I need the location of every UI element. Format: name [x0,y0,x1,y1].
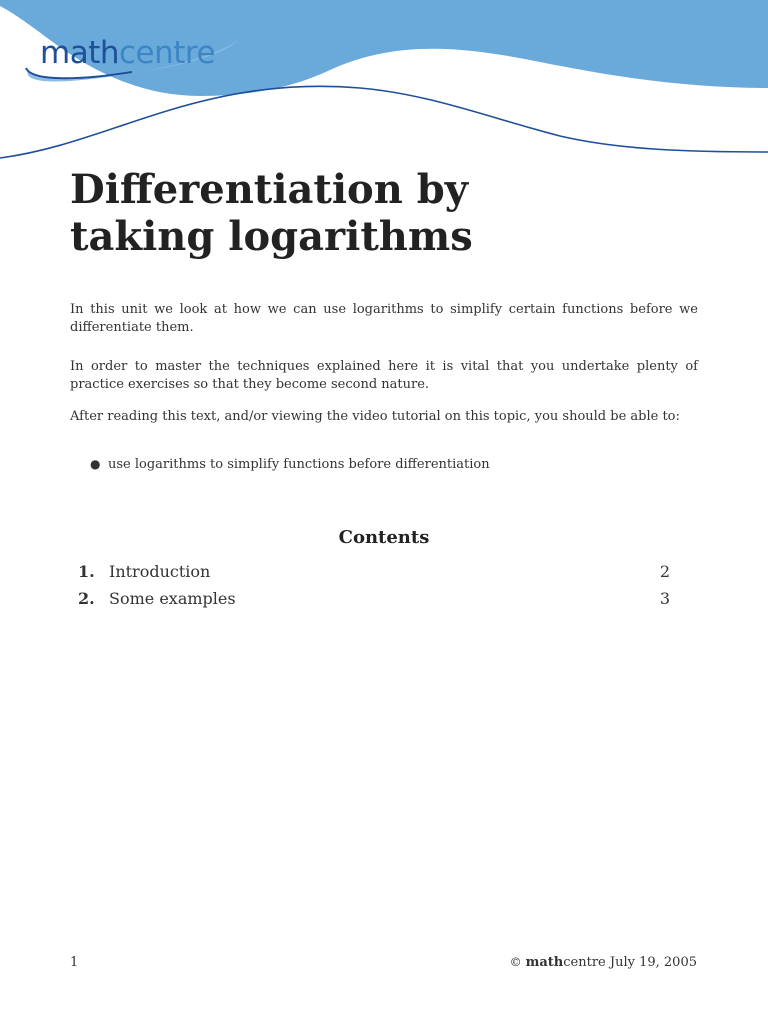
footer-date: July 19, 2005 [609,955,697,970]
mathcentre-logo [22,30,252,90]
footer-brand-centre: centre [563,955,606,970]
logo-centre-text: centre [119,35,216,71]
bullet-icon: ● [90,457,101,471]
contents-heading: Contents [338,527,430,548]
toc-item-page: 2 [659,562,670,581]
toc-item-number: 1. [78,562,95,581]
copyright-icon: © [509,955,522,969]
toc-item-label: Some examples [109,589,236,608]
logo-wordmark [40,35,216,71]
learning-outcomes-list [90,455,490,474]
title-line-2: taking logarithms [70,213,473,260]
toc-item-label: Introduction [109,562,211,581]
footer-copyright [510,955,697,970]
logo-math-text: math [40,35,119,71]
intro-paragraph-3: After reading this text, and/or viewing the video tutorial on this topic, you should be able to: [70,409,680,424]
list-item-text: use logarithms to simplify functions before differentiation [108,457,490,472]
page-title [70,166,710,260]
toc-item-some-examples[interactable] [78,589,670,616]
intro-paragraph-1: In this unit we look at how we can use logarithms to simplify certain functions before we differentiate them. [70,302,698,335]
table-of-contents [78,562,670,616]
intro-paragraph-2: In order to master the techniques explained here it is vital that you undertake plenty of practice exercises so that they become second nature. [70,359,698,392]
header-wave-line [0,86,768,158]
toc-item-page: 3 [659,589,670,608]
toc-item-introduction[interactable] [78,562,670,589]
toc-item-number: 2. [78,589,95,608]
title-line-1: Differentiation by [70,166,468,213]
footer-brand-math: math [525,955,564,970]
list-item [90,455,490,474]
footer-page-number: 1 [70,955,79,970]
